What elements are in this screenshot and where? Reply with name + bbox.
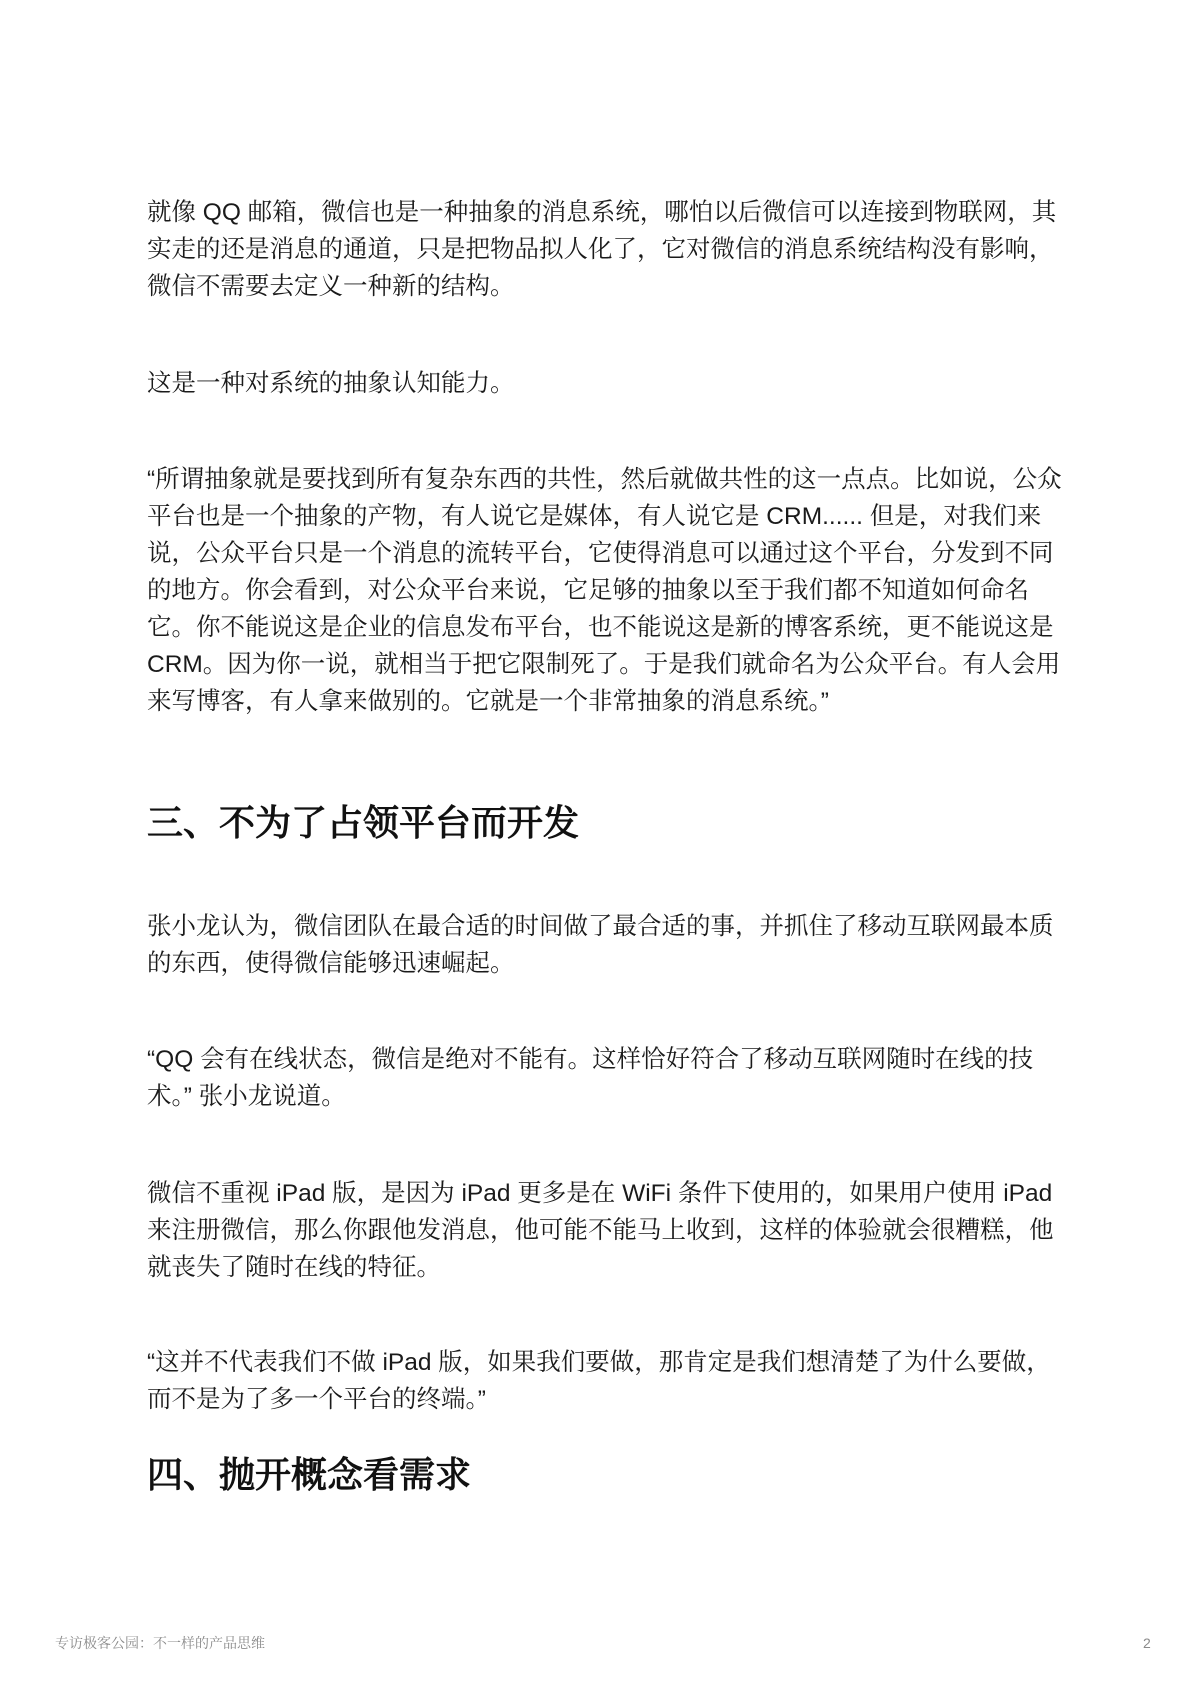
- paragraph-ipad: [147, 1175, 1077, 1286]
- text-line: 来写博客，有人拿来做别的。它就是一个非常抽象的消息系统。”: [147, 688, 829, 715]
- paragraph-quote-ipad: [147, 1344, 1077, 1418]
- text-line: “这并不代表我们不做 iPad 版，如果我们要做，那肯定是我们想清楚了为什么要做，: [147, 1349, 1051, 1376]
- section-heading-3: 三、不为了占领平台而开发: [147, 802, 580, 843]
- text-line: 来注册微信，那么你跟他发消息，他可能不能马上收到，这样的体验就会很糟糕，他: [147, 1217, 1054, 1244]
- paragraph-zhang-view: [147, 908, 1077, 982]
- paragraph-wechat-abstraction: [147, 194, 1077, 305]
- text-line: 平台也是一个抽象的产物，有人说它是媒体，有人说它是 CRM...... 但是，对我们来: [147, 503, 1042, 530]
- paragraph-quote-online-status: [147, 1041, 1077, 1115]
- section-heading-4: 四、抛开概念看需求: [147, 1454, 472, 1495]
- footer-page-number: 2: [1143, 1635, 1151, 1651]
- paragraph-abstraction-ability: [147, 365, 1077, 402]
- text-line: 微信不需要去定义一种新的结构。: [147, 273, 515, 300]
- paragraph-quote-public-platform: [147, 461, 1077, 720]
- text-line: 微信不重视 iPad 版，是因为 iPad 更多是在 WiFi 条件下使用的，如果用户使用 iPad: [147, 1180, 1053, 1207]
- text-line: 这是一种对系统的抽象认知能力。: [147, 370, 515, 397]
- text-line: 术。” 张小龙说道。: [147, 1083, 346, 1110]
- text-line: 的地方。你会看到，对公众平台来说，它足够的抽象以至于我们都不知道如何命名: [147, 577, 1029, 604]
- text-line: “QQ 会有在线状态，微信是绝对不能有。这样恰好符合了移动互联网随时在线的技: [147, 1046, 1034, 1073]
- text-line: 而不是为了多一个平台的终端。”: [147, 1386, 486, 1413]
- text-line: 它。你不能说这是企业的信息发布平台，也不能说这是新的博客系统，更不能说这是: [147, 614, 1054, 641]
- text-line: 就像 QQ 邮箱，微信也是一种抽象的消息系统，哪怕以后微信可以连接到物联网，其: [147, 199, 1057, 226]
- text-line: 说，公众平台只是一个消息的流转平台，它使得消息可以通过这个平台，分发到不同: [147, 540, 1054, 567]
- text-line: 的东西，使得微信能够迅速崛起。: [147, 950, 515, 977]
- footer-document-title: 专访极客公园：不一样的产品思维: [55, 1635, 265, 1651]
- text-line: “所谓抽象就是要找到所有复杂东西的共性，然后就做共性的这一点点。比如说，公众: [147, 466, 1062, 493]
- text-line: CRM。因为你一说，就相当于把它限制死了。于是我们就命名为公众平台。有人会用: [147, 651, 1061, 678]
- text-line: 就丧失了随时在线的特征。: [147, 1254, 441, 1281]
- text-line: 张小龙认为，微信团队在最合适的时间做了最合适的事，并抓住了移动互联网最本质: [147, 913, 1054, 940]
- text-line: 实走的还是消息的通道，只是把物品拟人化了，它对微信的消息系统结构没有影响，: [147, 236, 1054, 263]
